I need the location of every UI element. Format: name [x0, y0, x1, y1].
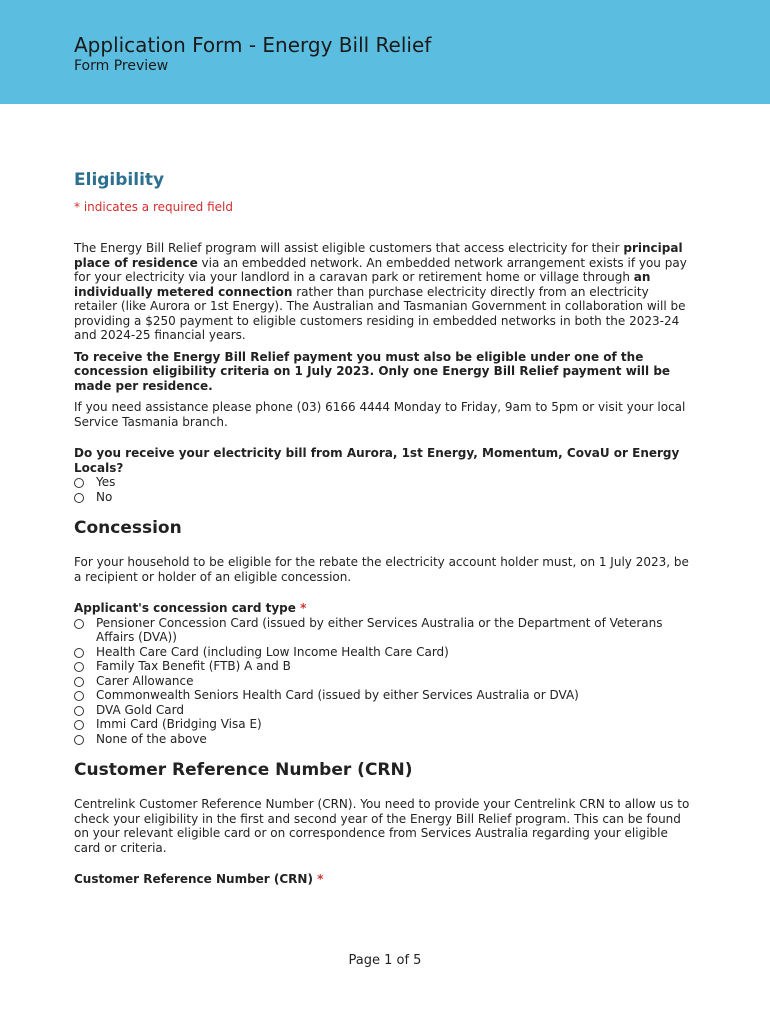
option-label: Yes	[96, 475, 116, 489]
form-header	[0, 0, 770, 104]
crn-description: Centrelink Customer Reference Number (CRN). You need to provide your Centrelink CRN to allow us to check your eligibility in the first and second year of the Energy Bill Relief program. This can be found on your relevant eligible card or on correspondence from Services Australia regarding your eligible card or criteria.	[74, 797, 690, 855]
form-subtitle: Form Preview	[74, 58, 169, 74]
option-label: Health Care Card (including Low Income Health Care Card)	[96, 644, 449, 659]
radio-circle[interactable]	[74, 735, 84, 745]
radio-circle[interactable]	[74, 677, 84, 687]
retailer-options	[74, 475, 694, 504]
radio-circle[interactable]	[74, 691, 84, 701]
crn-label-text: Customer Reference Number (CRN)	[74, 872, 313, 886]
radio-circle[interactable]	[74, 493, 84, 503]
radio-circle[interactable]	[74, 619, 84, 629]
crn-field-label	[74, 872, 694, 887]
required-field-note: * indicates a required field	[74, 200, 233, 214]
option-label: None of the above	[96, 731, 207, 746]
radio-circle[interactable]	[74, 648, 84, 658]
eligibility-intro	[74, 241, 694, 343]
option-label: Carer Allowance	[96, 673, 194, 688]
option-label: DVA Gold Card	[96, 702, 184, 717]
retailer-question: Do you receive your electricity bill from Aurora, 1st Energy, Momentum, CovaU or Energy Locals?	[74, 446, 680, 475]
intro-bold-2: an individually metered connection	[74, 270, 651, 299]
section-title-eligibility: Eligibility	[74, 170, 165, 190]
radio-option-no[interactable]	[74, 490, 694, 505]
intro-text-2: via an embedded network. An embedded network arrangement exists if you pay for your electricity via your landlord in a caravan park or retirement home or village through	[74, 255, 687, 284]
option-label: Pensioner Concession Card (issued by either Services Australia or the Department of Veterans Affairs (DVA))	[96, 615, 663, 644]
radio-option-yes[interactable]	[74, 475, 694, 490]
form-content	[74, 170, 694, 887]
concession-question-label: Applicant's concession card type	[74, 601, 296, 615]
required-star: *	[317, 872, 324, 886]
radio-circle[interactable]	[74, 662, 84, 672]
intro-bold-1: principal place of residence	[74, 241, 683, 270]
concession-description: For your household to be eligible for the rebate the electricity account holder must, on 1 July 2023, be a recipient or holder of an eligible concession.	[74, 555, 689, 584]
required-star: *	[300, 601, 307, 615]
radio-circle[interactable]	[74, 706, 84, 716]
option-label: Immi Card (Bridging Visa E)	[96, 717, 262, 731]
eligibility-notice: To receive the Energy Bill Relief payment you must also be eligible under one of the concession eligibility criteria on 1 July 2023. Only one Energy Bill Relief payment will be made per residence.	[74, 349, 671, 393]
radio-option-seniors-health-card[interactable]	[74, 688, 694, 703]
page-number: Page 1 of 5	[348, 953, 422, 968]
radio-option-carer-allowance[interactable]	[74, 674, 694, 689]
section-title-crn: Customer Reference Number (CRN)	[74, 760, 413, 780]
radio-option-dva-gold-card[interactable]	[74, 703, 694, 718]
concession-question	[74, 601, 694, 616]
concession-options	[74, 616, 694, 747]
radio-option-none[interactable]	[74, 732, 694, 747]
section-title-concession: Concession	[74, 518, 182, 538]
option-label: No	[96, 489, 113, 504]
form-title: Application Form - Energy Bill Relief	[74, 33, 432, 57]
intro-text-1: The Energy Bill Relief program will assist eligible customers that access electricity for their	[74, 241, 624, 255]
radio-circle[interactable]	[74, 478, 84, 488]
radio-option-pensioner-card[interactable]	[74, 616, 694, 645]
radio-option-family-tax-benefit[interactable]	[74, 659, 694, 674]
radio-circle[interactable]	[74, 720, 84, 730]
radio-option-immi-card[interactable]	[74, 717, 694, 732]
option-label: Family Tax Benefit (FTB) A and B	[96, 659, 291, 673]
assistance-text: If you need assistance please phone (03) 6166 4444 Monday to Friday, 9am to 5pm or visit your local Service Tasmania branch.	[74, 400, 686, 429]
option-label: Commonwealth Seniors Health Card (issued by either Services Australia or DVA)	[96, 688, 579, 702]
radio-option-health-care-card[interactable]	[74, 645, 694, 660]
intro-text-3: rather than purchase electricity directly from an electricity retailer (like Aurora or 1st Energy). The Australian and Tasmanian Government in collaboration will be providing a $250 payment to eligible customers residing in embedded networks in both the 2023-24 and 2024-25 financial years.	[74, 284, 686, 342]
